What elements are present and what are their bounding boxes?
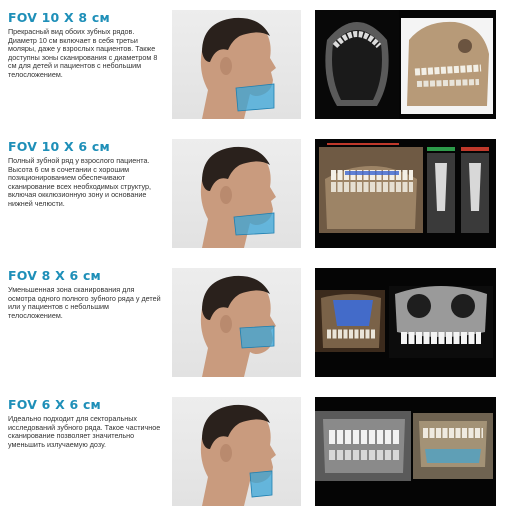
ct-scan-image bbox=[315, 268, 496, 377]
fov-section-6x6 bbox=[0, 397, 508, 507]
fov-region bbox=[240, 326, 274, 348]
ct-scan-image bbox=[315, 139, 496, 248]
head-profile-photo bbox=[172, 10, 301, 119]
fov-section-10x6 bbox=[0, 139, 508, 249]
section-description: Полный зубной ряд у взрослого пациента. Высота 6 см в сочетании с хорошим позиционированием обеспечивают сканирование всех необходимых структур, включая окклюзионную зону и основание нижней челюсти. bbox=[8, 156, 151, 208]
section-title: FOV 8 X 6 см bbox=[8, 268, 101, 283]
section-description: Идеально подходит для секторальных исследований зубного ряда. Такое частичное сканирование позволяет значительно уменьшить излучаемую дозу. bbox=[8, 414, 161, 449]
fov-region bbox=[236, 84, 274, 111]
fov-region bbox=[250, 471, 272, 497]
section-title: FOV 10 X 8 см bbox=[8, 10, 110, 25]
fov-section-10x8 bbox=[0, 10, 508, 120]
fov-section-8x6 bbox=[0, 268, 508, 378]
fov-region bbox=[234, 213, 274, 235]
head-profile-photo bbox=[172, 397, 301, 506]
section-title: FOV 6 X 6 см bbox=[8, 397, 101, 412]
head-profile-photo bbox=[172, 139, 301, 248]
ct-scan-image bbox=[315, 397, 496, 506]
section-description: Прекрасный вид обоих зубных рядов. Диаметр 10 см включает в себя третьи моляры, даже у взрослых пациентов. Также доступны зоны сканирования с диаметром 8 см для детей и пациентов с небольшим телосложением. bbox=[8, 27, 158, 79]
head-profile-photo bbox=[172, 268, 301, 377]
ct-scan-image bbox=[315, 10, 496, 119]
section-title: FOV 10 X 6 см bbox=[8, 139, 110, 154]
section-description: Уменьшенная зона сканирования для осмотра одного полного зубного ряда у детей или у пациентов с небольшим телосложением. bbox=[8, 285, 161, 320]
